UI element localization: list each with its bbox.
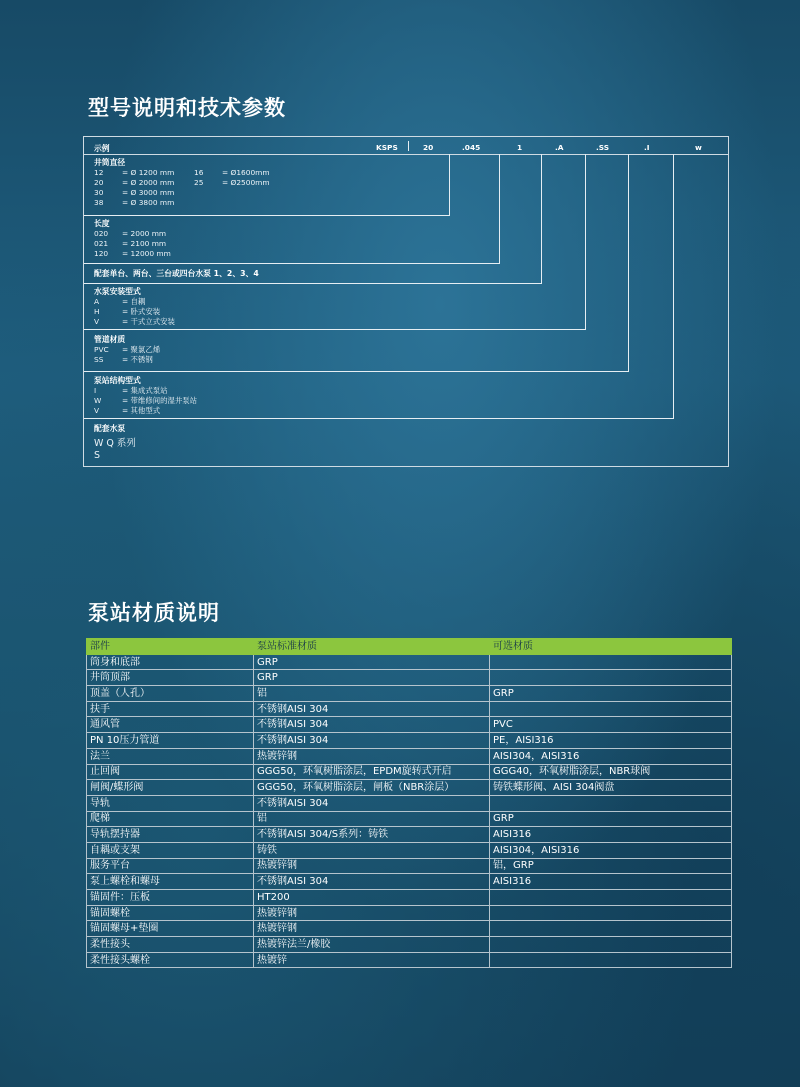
- table-header-row: [87, 639, 732, 655]
- length-value: = 2100 mm: [122, 239, 167, 248]
- length-label: 长度: [94, 219, 110, 228]
- cell-standard: 不锈钢AISI 304: [254, 795, 490, 811]
- pipe-value: = 不锈钢: [122, 355, 153, 364]
- cell-standard: GRP: [254, 670, 490, 686]
- pipe-label: 管道材质: [94, 335, 126, 344]
- cell-standard: GRP: [254, 654, 490, 670]
- pipe-section: [94, 335, 160, 365]
- table-row: [87, 905, 732, 921]
- pump-model-label: 配套水泵: [94, 424, 126, 433]
- code-part-length: .045: [462, 143, 481, 152]
- cell-part: 顶盖（人孔）: [87, 686, 254, 702]
- table-row: [87, 952, 732, 968]
- install-value: = 卧式安装: [122, 307, 161, 316]
- table-row: [87, 701, 732, 717]
- cell-optional: AISI316: [490, 874, 732, 890]
- cell-optional: GRP: [490, 686, 732, 702]
- diameter-code: 20: [94, 178, 104, 187]
- materials-table: [86, 638, 732, 968]
- cell-standard: 铝: [254, 811, 490, 827]
- cell-part: 扶手: [87, 701, 254, 717]
- cell-optional: GRP: [490, 811, 732, 827]
- install-value: = 干式立式安装: [122, 317, 175, 326]
- cell-part: 泵上螺栓和螺母: [87, 874, 254, 890]
- table-row: [87, 717, 732, 733]
- cell-optional: PVC: [490, 717, 732, 733]
- cell-optional: [490, 952, 732, 968]
- connector-diameter-h: [84, 215, 450, 216]
- code-top-divider: [84, 154, 728, 155]
- cell-optional: [490, 905, 732, 921]
- length-value: = 2000 mm: [122, 229, 167, 238]
- cell-optional: GGG40，环氧树脂涂层，NBR球阀: [490, 764, 732, 780]
- cell-standard: 不锈钢AISI 304/S系列：铸铁: [254, 827, 490, 843]
- diameter-code: 38: [94, 198, 104, 207]
- cell-optional: AISI304，AISI316: [490, 842, 732, 858]
- code-separator: [408, 141, 409, 151]
- diameter-code: 16: [194, 168, 204, 177]
- structure-code: I: [94, 386, 97, 395]
- structure-label: 泵站结构型式: [94, 376, 141, 385]
- structure-value: = 集成式泵站: [122, 386, 168, 395]
- cell-optional: PE，AISI316: [490, 733, 732, 749]
- cell-part: PN 10压力管道: [87, 733, 254, 749]
- connector-install: [585, 154, 586, 329]
- connector-length: [499, 154, 500, 263]
- length-section: [94, 219, 171, 259]
- cell-optional: [490, 701, 732, 717]
- length-code: 120: [94, 249, 109, 258]
- cell-part: 导轨: [87, 795, 254, 811]
- header-standard: 泵站标准材质: [254, 639, 490, 655]
- cell-standard: 不锈钢AISI 304: [254, 701, 490, 717]
- table-row: [87, 780, 732, 796]
- cell-part: 筒身和底部: [87, 654, 254, 670]
- pumps-count-line: 配套单台、两台、三台或四台水泵 1、2、3、4: [94, 269, 259, 278]
- diameter-value: = Ø 1200 mm: [122, 168, 175, 177]
- diameter-section: [94, 158, 284, 208]
- pump-model-s: S: [94, 450, 101, 461]
- cell-standard: 热镀锌钢: [254, 858, 490, 874]
- cell-part: 服务平台: [87, 858, 254, 874]
- cell-part: 锚固螺母+垫圈: [87, 921, 254, 937]
- install-code: H: [94, 307, 100, 316]
- diameter-value: = Ø1600mm: [222, 168, 270, 177]
- cell-standard: 不锈钢AISI 304: [254, 733, 490, 749]
- cell-part: 导轨摆持器: [87, 827, 254, 843]
- cell-part: 柔性接头螺栓: [87, 952, 254, 968]
- cell-part: 柔性接头: [87, 937, 254, 953]
- table-row: [87, 842, 732, 858]
- cell-optional: 铸铁蝶形阀、AISI 304阀盘: [490, 780, 732, 796]
- cell-part: 自耦或支架: [87, 842, 254, 858]
- cell-optional: 铝，GRP: [490, 858, 732, 874]
- code-part-pumps: 1: [517, 143, 523, 152]
- cell-optional: [490, 890, 732, 906]
- table-row: [87, 795, 732, 811]
- connector-structure: [673, 154, 674, 418]
- cell-part: 通风管: [87, 717, 254, 733]
- table-row: [87, 874, 732, 890]
- cell-part: 锚固螺栓: [87, 905, 254, 921]
- header-part: 部件: [87, 639, 254, 655]
- cell-part: 井筒顶部: [87, 670, 254, 686]
- install-code: A: [94, 297, 100, 306]
- page-title-materials: 泵站材质说明: [88, 601, 220, 625]
- connector-diameter: [449, 154, 450, 215]
- connector-length-h: [84, 263, 500, 264]
- connector-structure-h: [84, 418, 674, 419]
- cell-optional: AISI316: [490, 827, 732, 843]
- table-row: [87, 654, 732, 670]
- cell-standard: GGG50，环氧树脂涂层，闸板（NBR涂层）: [254, 780, 490, 796]
- connector-pipe-h: [84, 371, 629, 372]
- cell-optional: [490, 795, 732, 811]
- cell-standard: 铝: [254, 686, 490, 702]
- install-label: 水泵安装型式: [94, 287, 141, 296]
- diameter-value: = Ø 3000 mm: [122, 188, 175, 197]
- cell-part: 止回阀: [87, 764, 254, 780]
- connector-pumps-h: [84, 283, 542, 284]
- table-row: [87, 858, 732, 874]
- structure-code: W: [94, 396, 102, 405]
- pipe-value: = 聚氯乙烯: [122, 345, 161, 354]
- structure-section: [94, 376, 197, 416]
- pump-model-section: [94, 423, 136, 462]
- table-row: [87, 921, 732, 937]
- table-row: [87, 811, 732, 827]
- cell-part: 锚固件：压板: [87, 890, 254, 906]
- cell-standard: 热镀锌钢: [254, 921, 490, 937]
- table-row: [87, 686, 732, 702]
- cell-standard: 铸铁: [254, 842, 490, 858]
- diameter-value: = Ø 3800 mm: [122, 198, 175, 207]
- cell-part: 法兰: [87, 748, 254, 764]
- connector-install-h: [84, 329, 586, 330]
- diameter-value: = Ø 2000 mm: [122, 178, 175, 187]
- table-row: [87, 733, 732, 749]
- cell-optional: [490, 654, 732, 670]
- cell-standard: 不锈钢AISI 304: [254, 874, 490, 890]
- code-part-diameter: 20: [423, 143, 434, 152]
- cell-standard: 热镀锌: [254, 952, 490, 968]
- model-code-diagram: [83, 136, 729, 467]
- structure-value: = 带维修间的湿井泵站: [122, 396, 198, 405]
- cell-standard: 热镀锌钢: [254, 905, 490, 921]
- pipe-code: PVC: [94, 345, 109, 354]
- diameter-value: = Ø2500mm: [222, 178, 270, 187]
- pipe-code: SS: [94, 355, 104, 364]
- code-part-install: .A: [555, 143, 564, 152]
- cell-optional: [490, 670, 732, 686]
- cell-part: 闸阀/蝶形阀: [87, 780, 254, 796]
- cell-standard: 不锈钢AISI 304: [254, 717, 490, 733]
- example-label: 示例: [94, 144, 110, 153]
- connector-pumps: [541, 154, 542, 283]
- header-optional: 可选材质: [490, 639, 732, 655]
- code-part-pump-model: w: [695, 143, 702, 152]
- table-row: [87, 890, 732, 906]
- code-part-pipe: .SS: [596, 143, 610, 152]
- connector-pipe: [628, 154, 629, 371]
- install-code: V: [94, 317, 100, 326]
- pump-model-series: W Q 系列: [94, 438, 136, 449]
- diameter-code: 30: [94, 188, 104, 197]
- cell-standard: HT200: [254, 890, 490, 906]
- length-code: 020: [94, 229, 109, 238]
- code-part-ksps: KSPS: [376, 143, 398, 152]
- table-row: [87, 670, 732, 686]
- cell-standard: 热镀锌法兰/橡胶: [254, 937, 490, 953]
- diameter-code: 12: [94, 168, 104, 177]
- cell-optional: [490, 921, 732, 937]
- length-value: = 12000 mm: [122, 249, 171, 258]
- table-row: [87, 748, 732, 764]
- install-section: [94, 287, 175, 327]
- table-row: [87, 937, 732, 953]
- structure-code: V: [94, 406, 100, 415]
- page-title-model: 型号说明和技术参数: [88, 96, 286, 120]
- table-row: [87, 827, 732, 843]
- cell-part: 爬梯: [87, 811, 254, 827]
- cell-optional: AISI304，AISI316: [490, 748, 732, 764]
- code-part-structure: .I: [644, 143, 650, 152]
- structure-value: = 其他型式: [122, 406, 161, 415]
- length-code: 021: [94, 239, 109, 248]
- diameter-code: 25: [194, 178, 204, 187]
- cell-optional: [490, 937, 732, 953]
- table-row: [87, 764, 732, 780]
- cell-standard: 热镀锌钢: [254, 748, 490, 764]
- install-value: = 自耦: [122, 297, 146, 306]
- cell-standard: GGG50，环氧树脂涂层，EPDM旋转式开启: [254, 764, 490, 780]
- diameter-label: 井筒直径: [94, 158, 126, 167]
